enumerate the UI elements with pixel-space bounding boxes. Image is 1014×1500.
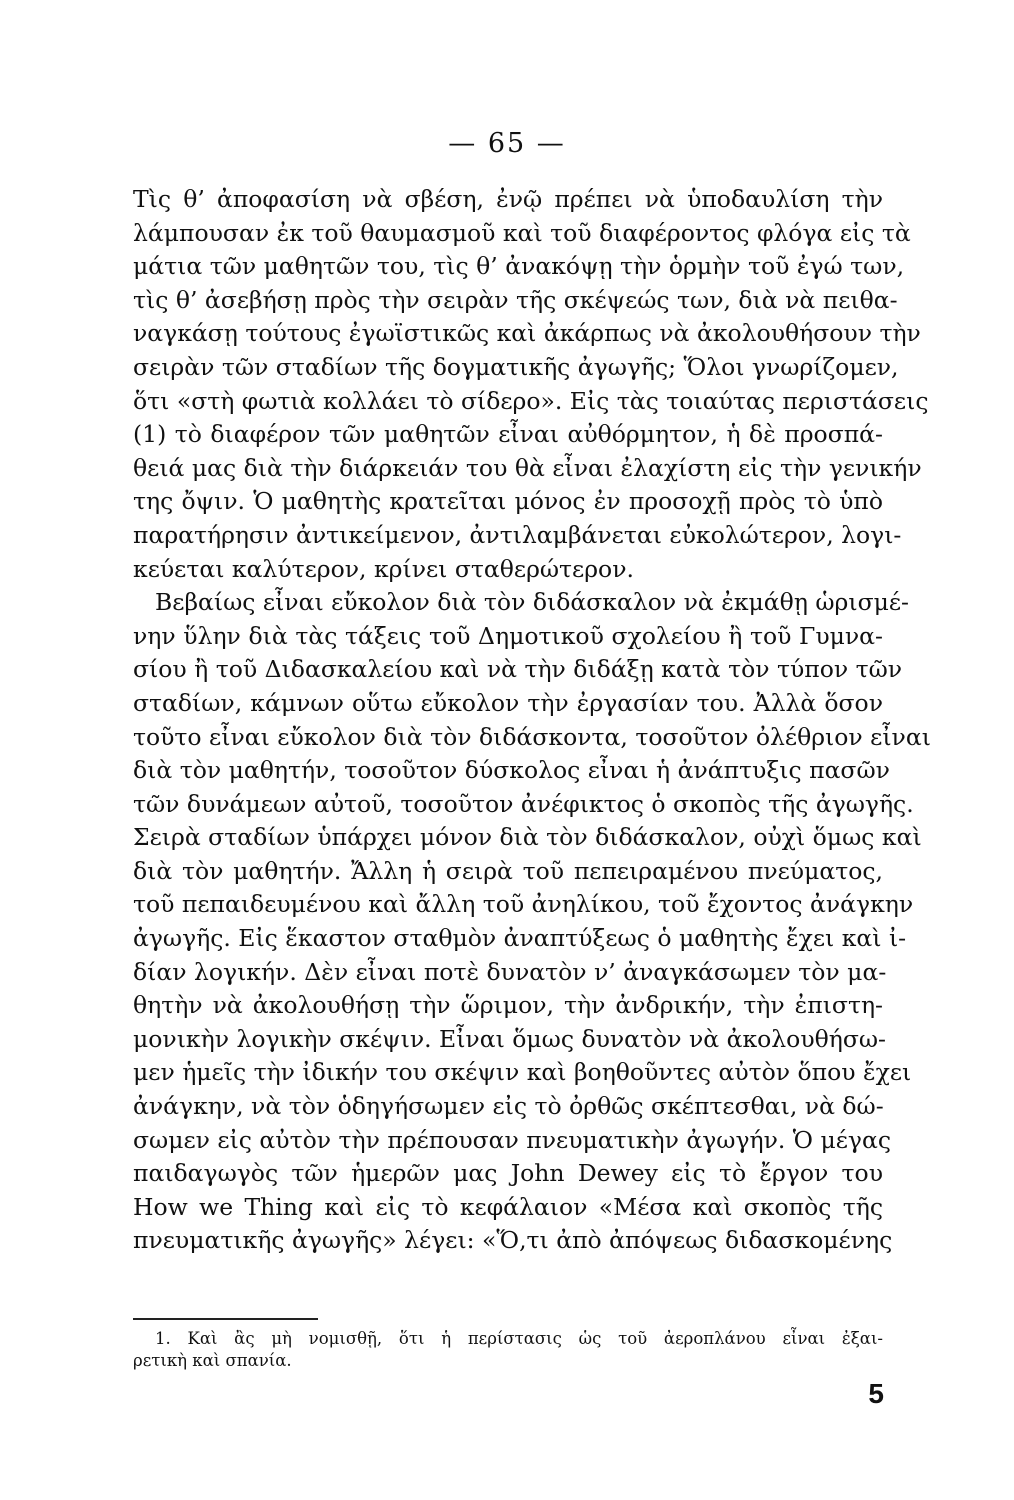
text-line: (1) τὸ διαφέρον τῶν μαθητῶν εἶναι αὐθόρμητον, ἡ δὲ προσπά- (133, 420, 883, 449)
footnote-line: ρετικὴ καὶ σπανία. (133, 1351, 292, 1370)
body-text (133, 183, 931, 1258)
text-line: νην ὕλην διὰ τὰς τάξεις τοῦ Δημοτικοῦ σχολείου ἢ τοῦ Γυμνα- (133, 621, 883, 650)
text-line: τοῦ πεπαιδευμένου καὶ ἄλλη τοῦ ἀνηλίκου, τοῦ ἔχοντος ἀνάγκην (133, 890, 914, 919)
paragraph-2 (133, 586, 931, 1258)
text-line: πνευματικῆς ἀγωγῆς» λέγει: «Ὅ,τι ἀπὸ ἀπόψεως διδασκομένης (133, 1226, 893, 1255)
text-line: μεν ἡμεῖς τὴν ἰδικήν του σκέψιν καὶ βοηθοῦντες αὐτὸν ὅπου ἔχει (133, 1058, 912, 1087)
text-line: σίου ἢ τοῦ Διδασκαλείου καὶ νὰ τὴν διδάξῃ κατὰ τὸν τύπον τῶν (133, 655, 903, 684)
text-line: κεύεται καλύτερον, κρίνει σταθερώτερον. (133, 554, 634, 583)
text-line: τὶς θ’ ἀσεβήσῃ πρὸς τὴν σειρὰν τῆς σκέψεώς των, διὰ νὰ πειθα- (133, 285, 898, 314)
text-line: How we Thing καὶ εἰς τὸ κεφάλαιον «Μέσα καὶ σκοπὸς τῆς (133, 1192, 883, 1221)
text-line: παιδαγωγὸς τῶν ἡμερῶν μας John Dewey εἰς τὸ ἔργον του (133, 1159, 883, 1188)
text-line: σωμεν εἰς αὐτὸν τὴν πρέπουσαν πνευματικὴν ἀγωγήν. Ὁ μέγας (133, 1125, 891, 1154)
text-line: παρατήρησιν ἀντικείμενον, ἀντιλαμβάνεται εὐκολώτερον, λογι- (133, 520, 902, 549)
text-line: ναγκάσῃ τούτους ἐγωϊστικῶς καὶ ἀκάρπως νὰ ἀκολουθήσουν τὴν (133, 319, 921, 348)
footnote (133, 1328, 883, 1372)
text-line: θητὴν νὰ ἀκολουθήσῃ τὴν ὥριμον, τὴν ἀνδρικήν, τὴν ἐπιστη- (133, 991, 883, 1020)
text-line: θειά μας διὰ τὴν διάρκειάν του θὰ εἶναι ἐλαχίστη εἰς τὴν γενικήν (133, 453, 922, 482)
text-line: της ὄψιν. Ὁ μαθητὴς κρατεῖται μόνος ἐν προσοχῇ πρὸς τὸ ὑπὸ (133, 487, 883, 516)
text-line: λάμπουσαν ἐκ τοῦ θαυμασμοῦ καὶ τοῦ διαφέροντος φλόγα εἰς τὰ (133, 218, 911, 247)
text-line: τῶν δυνάμεων αὐτοῦ, τοσοῦτον ἀνέφικτος ὁ σκοπὸς τῆς ἀγωγῆς. (133, 789, 914, 818)
text-line: Σειρὰ σταδίων ὑπάρχει μόνον διὰ τὸν διδάσκαλον, οὐχὶ ὅμως καὶ (133, 823, 922, 852)
text-line: ἀνάγκην, νὰ τὸν ὁδηγήσωμεν εἰς τὸ ὀρθῶς σκέπτεσθαι, νὰ δώ- (133, 1092, 884, 1121)
text-line: ὅτι «στὴ φωτιὰ κολλάει τὸ σίδερο». Εἰς τὰς τοιαύτας περιστάσεις (133, 386, 929, 415)
printer-signature-mark: 5 (868, 1378, 884, 1409)
text-line: δίαν λογικήν. Δὲν εἶναι ποτὲ δυνατὸν ν’ ἀναγκάσωμεν τὸν μα- (133, 957, 887, 986)
footnote-divider (133, 1318, 318, 1320)
text-line: τοῦτο εἶναι εὔκολον διὰ τὸν διδάσκοντα, τοσοῦτον ὀλέθριον εἶναι (133, 722, 931, 751)
page-number: — 65 — (448, 128, 566, 159)
text-line: μάτια τῶν μαθητῶν του, τὶς θ’ ἀνακόψῃ τὴν ὁρμὴν τοῦ ἐγώ των, (133, 252, 905, 281)
text-line: μονικὴν λογικὴν σκέψιν. Εἶναι ὅμως δυνατὸν νὰ ἀκολουθήσω- (133, 1024, 886, 1053)
text-line: σειρὰν τῶν σταδίων τῆς δογματικῆς ἀγωγῆς; Ὅλοι γνωρίζομεν, (133, 352, 899, 381)
text-line: ἀγωγῆς. Εἰς ἕκαστον σταθμὸν ἀναπτύξεως ὁ μαθητὴς ἔχει καὶ ἰ- (133, 924, 907, 953)
paragraph-1 (133, 183, 929, 586)
text-line: Τὶς θ’ ἀποφασίση νὰ σβέση, ἐνῷ πρέπει νὰ ὑποδαυλίση τὴν (133, 185, 883, 213)
footnote-line: 1. Καὶ ἂς μὴ νομισθῇ, ὅτι ἡ περίστασις ὡς τοῦ ἀεροπλάνου εἶναι ἐξαι- (155, 1329, 883, 1348)
text-line: Βεβαίως εἶναι εὔκολον διὰ τὸν διδάσκαλον νὰ ἐκμάθῃ ὡρισμέ- (155, 588, 909, 617)
text-line: διὰ τὸν μαθητήν, τοσοῦτον δύσκολος εἶναι ἡ ἀνάπτυξις πασῶν (133, 756, 890, 785)
text-line: διὰ τὸν μαθητήν. Ἄλλη ἡ σειρὰ τοῦ πεπειραμένου πνεύματος, (133, 856, 883, 885)
text-line: σταδίων, κάμνων οὕτω εὔκολον τὴν ἐργασίαν του. Ἀλλὰ ὅσον (133, 688, 883, 717)
